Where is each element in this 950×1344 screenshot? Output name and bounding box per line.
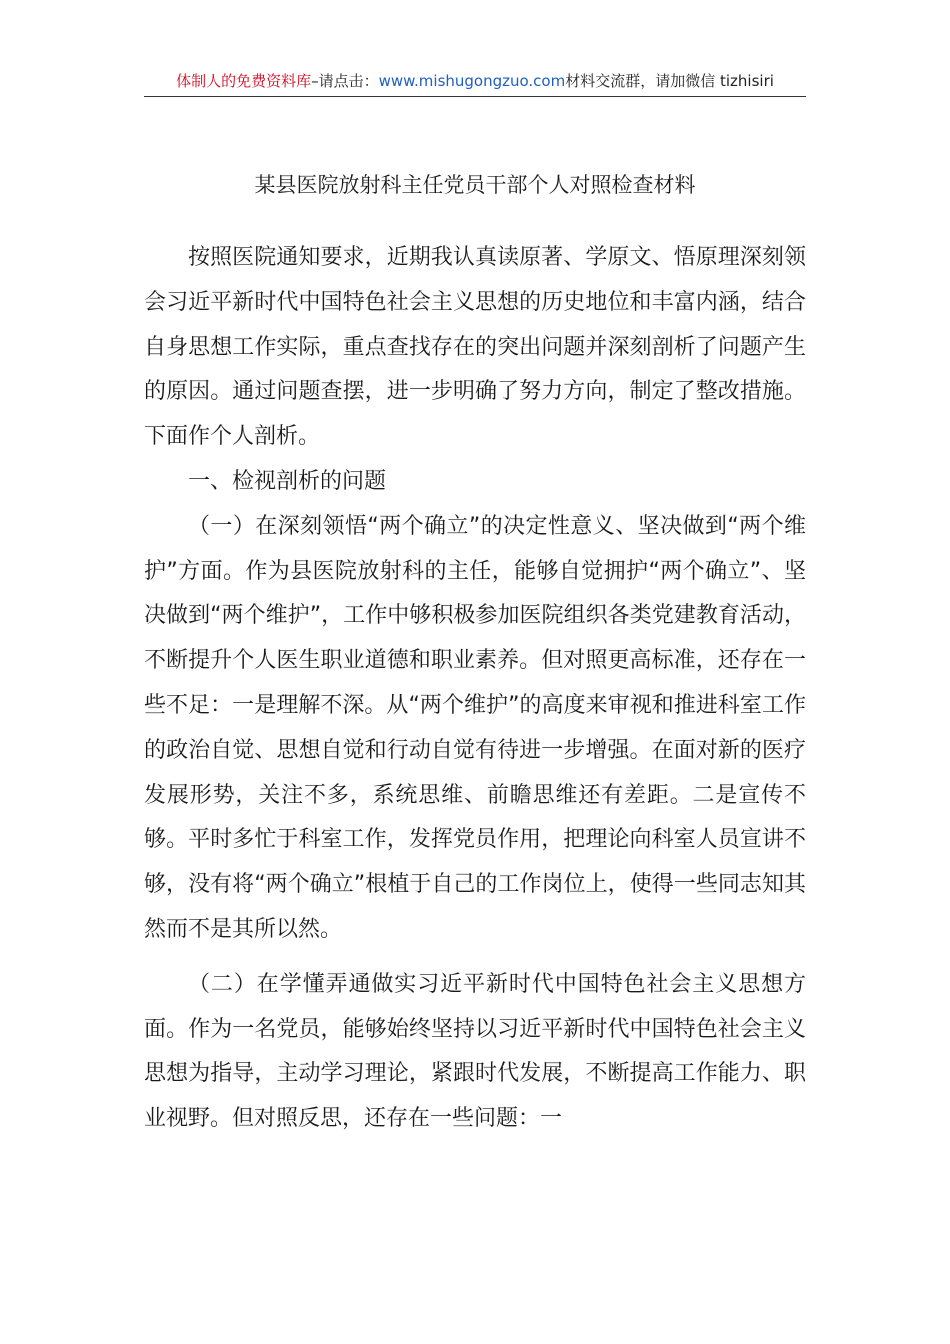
section-1-paragraph: （一）在深刻领悟“两个确立”的决定性意义、坚决做到“两个维护”方面。作为县医院放射科的主任，能够自觉拥护“两个确立”、坚决做到“两个维护”，工作中够积极参加医院组织各类党建教育活动，不断提升个人医生职业道德和职业素养。但对照更高标准，还存在一些不足：一是理解不深。从“两个维护”的高度来审视和推进科室工作的政治自觉、思想自觉和行动自觉有待进一步增强。在面对新的医疗发展形势，关注不多，系统思维、前瞻思维还有差距。二是宣传不够。平时多忙于科室工作，发挥党员作用，把理论向科室人员宣讲不够，没有将“两个确立”根植于自己的工作岗位上，使得一些同志知其然而不是其所以然。 (144, 513, 806, 942)
section-2-paragraph: （二）在学懂弄通做实习近平新时代中国特色社会主义思想方面。作为一名党员，能够始终坚持以习近平新时代中国特色社会主义思想为指导，主动学习理论，紧跟时代发展，不断提高工作能力、职业视野。但对照反思，还存在一些问题：一 (144, 971, 806, 1132)
document-title: 某县医院放射科主任党员干部个人对照检查材料 (254, 173, 696, 197)
wechat-note: 材料交流群，请加微信 tizhisiri (565, 72, 774, 90)
site-name: 体制人的免费资料库 (176, 72, 312, 90)
header-prompt: –请点击： (311, 72, 379, 90)
section-heading: 一、检视剖析的问题 (188, 468, 387, 494)
intro-paragraph: 按照医院通知要求，近期我认真读原著、学原文、悟原理深刻领会习近平新时代中国特色社会主义思想的历史地位和丰富内涵，结合自身思想工作实际，重点查找存在的突出问题并深刻剖析了问题产生的原因。通过问题查摆，进一步明确了努力方向，制定了整改措施。下面作个人剖析。 (144, 245, 806, 450)
page-header (144, 70, 806, 97)
document-body (144, 236, 806, 1142)
site-url-link[interactable]: www.mishugongzuo.com (378, 72, 566, 90)
